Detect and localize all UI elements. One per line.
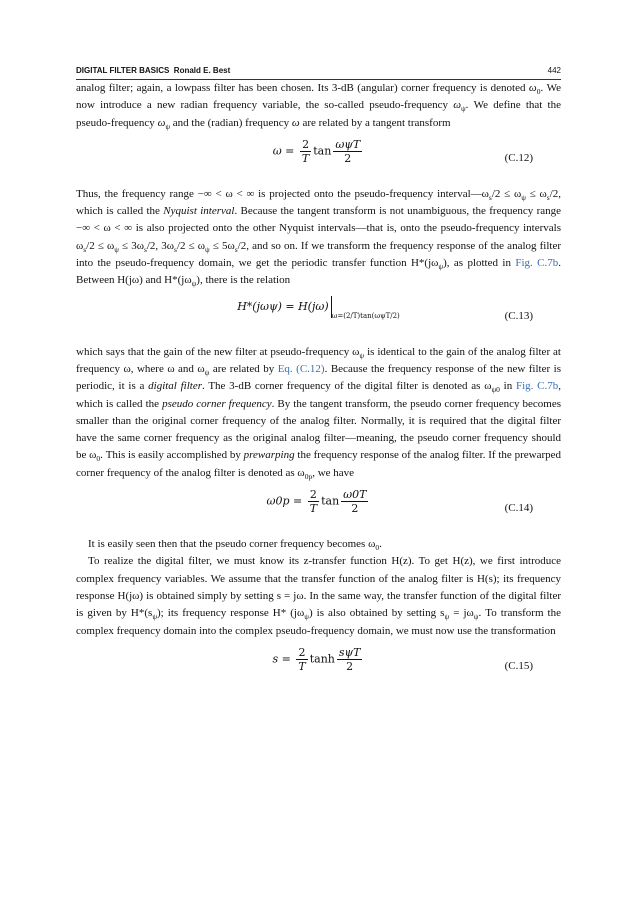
equation-number: (C.14) <box>504 502 533 515</box>
paragraph-4: It is easily seen then that the pseudo corner frequency becomes $\omega_0$. <box>88 538 382 553</box>
equation-number: (C.15) <box>504 659 533 672</box>
equation-c14: ω0p = $\frac{2}{T}$ tan $\frac{\omega 0T}{2}$ (C.14) <box>266 488 533 516</box>
equation-c12: ω = $\frac{2}{T}$ tan $\frac{\text{ωψT}}{2}$ (C.12) <box>272 137 533 165</box>
page-number: 442 <box>547 66 561 75</box>
page-body <box>76 80 561 694</box>
equation-link[interactable]: Eq. (C.12) <box>277 362 325 375</box>
paragraph-5: To realize the digital filter, we must know its z-transfer function H(z). To get H(z), we first introduce complex frequency variables. We assume that the transfer function of the analog filter is H(s); its frequency response H(jω) is obtained simply by setting s = jω. In the same way, the transfer function of the digital filter is given by $H*(s_\psi)$; its frequency response H* $(j\omega_\psi)$ is also obtained by setting $s_\psi = j\omega_\psi$. To transform the complex frequency domain into the complex pseudo-frequency domain, we must now use the transformation <box>76 555 562 637</box>
equation-number: (C.12) <box>504 151 533 164</box>
running-header-title: DIGITAL FILTER BASICS Ronald E. Best <box>76 66 231 75</box>
paragraph-1: analog filter; again, a lowpass filter has been chosen. Its 3-dB (angular) corner frequency is denoted $\omega_0$. We now introduce a new radian frequency variable, the so-called pseudo-frequency $\omega_\psi$. We define that the pseudo-frequency $\omega_\psi$ and the (radian) frequency ω are related by a tangent transform <box>76 82 561 131</box>
equation-number: (C.13) <box>504 309 533 322</box>
paragraph-3: which says that the gain of the new filter at pseudo-frequency $\omega_\psi$ is identical to the gain of the analog filter at frequency ω, where ω and $\omega_\psi$ are related by Eq. (C.12). Because the frequency response of the new filter is periodic, it is a digital filter. The 3-dB corner frequency of the digital filter is denoted as $\omega_{\psi 0}$ in Fig. C.7b, which is called the pseudo corner frequency. By the tangent transform, the pseudo corner frequency becomes smaller than the original corner frequency of the analog filter. Normally, it is required that the digital filter have the same corner frequency as the original analog filter—meaning, the pseudo corner frequency should be $\omega_0$. This is easily accomplished by prewarping the frequency response of the analog filter. If the prewarped corner frequency of the analog filter is denoted as $\omega_{0p}$, we have <box>76 345 562 481</box>
figure-link[interactable]: Fig. C.7b <box>515 257 559 270</box>
paragraph-2: Thus, the frequency range −∞ < ω < ∞ is projected onto the pseudo-frequency $interval—\omega_s/2 \le \omega_\psi \le \omega_s/2$, which is called the Nyquist interval. Because the tangent transform is not unambiguous, the frequency range −∞ < ω < ∞ is also projected onto the other Nyquist intervals—that is, onto the pseudo-frequency intervals $\omega_s/2 \le \omega_\psi \le 3\omega_s/2$, $3\omega_s/2 \le \omega_\psi \le 5\omega_s/2$, and so on. If we transform the frequency response of the analog filter into the pseudo-frequency domain, we get the periodic transfer function $H*(j\omega_\psi)$, as plotted in Fig. C.7b. Between H(jω) and $H*(j\omega_\psi)$, there is the relation <box>76 187 562 289</box>
equation-c13: $H*(j\omega\psi) = H(j\omega)_{\omega=(2/T)tan(\omega\psi T/2)}$ (C.13) <box>76 296 561 338</box>
running-header <box>76 66 561 79</box>
equation-c15: s = $\frac{2}{T}$ tanh $\frac{\text{sψT}}{2}$ (C.15) <box>272 645 533 673</box>
figure-link[interactable]: Fig. C.7b <box>515 380 559 393</box>
